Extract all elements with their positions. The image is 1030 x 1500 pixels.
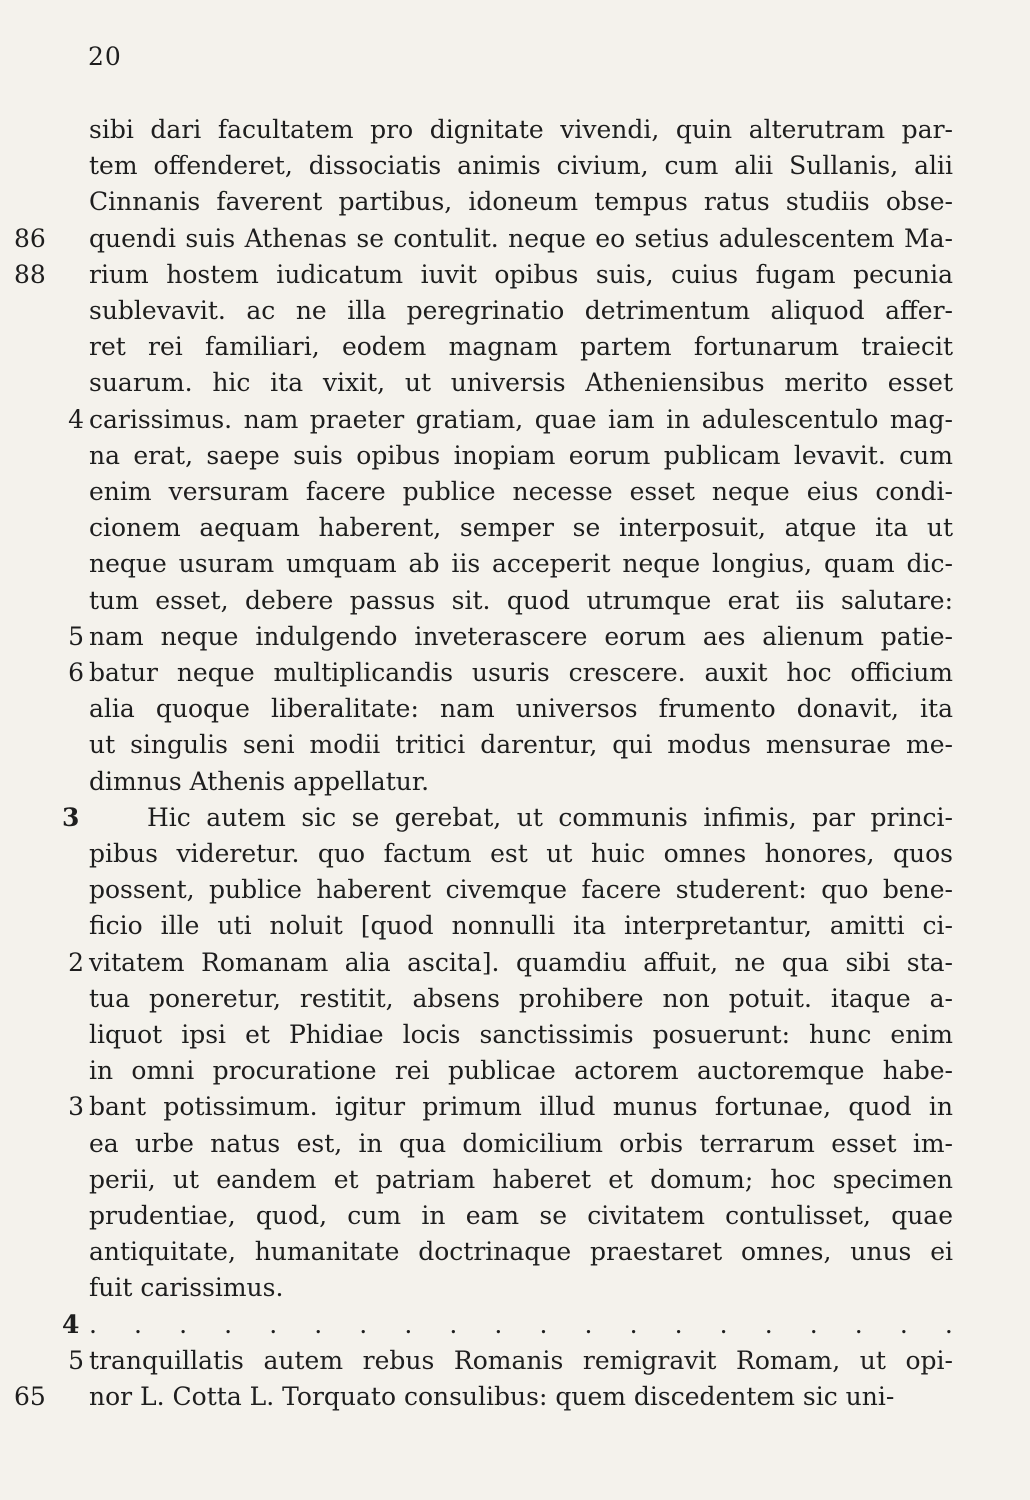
- line-text: antiquitate, humanitate doctrinaque praestaret omnes, unus ei: [89, 1237, 953, 1267]
- text-line: [0, 1270, 1030, 1306]
- margin-number: 2: [68, 947, 84, 977]
- margin-number: 4: [62, 1309, 80, 1339]
- text-line: [0, 293, 1030, 329]
- line-text: nor L. Cotta L. Torquato consulibus: quem discedentem sic uni-: [89, 1382, 895, 1411]
- line-text: possent, publice haberent civemque facere studerent: quo bene-: [89, 875, 953, 905]
- line-text: ut singulis seni modii tritici darentur, qui modus mensurae me-: [89, 730, 953, 760]
- margin-number: 3: [62, 802, 80, 832]
- line-text: cionem aequam haberent, semper se interposuit, atque ita ut: [89, 513, 953, 543]
- text-line: [0, 1234, 1030, 1270]
- text-line: [0, 727, 1030, 763]
- line-text: nam neque indulgendo inveterascere eorum aes alienum patie-: [89, 621, 953, 651]
- text-line: [0, 764, 1030, 800]
- line-text: in omni procuratione rei publicae actorem auctoremque habe-: [89, 1056, 953, 1086]
- line-text: liquot ipsi et Phidiae locis sanctissimis posuerunt: hunc enim: [89, 1020, 953, 1049]
- text-line: [0, 908, 1030, 944]
- line-text: pibus videretur. quo factum est ut huic omnes honores, quos: [89, 839, 953, 868]
- margin-number: 4: [68, 404, 84, 434]
- margin-number: 3: [68, 1092, 84, 1122]
- line-text: ea urbe natus est, in qua domicilium orbis terrarum esset im-: [89, 1128, 953, 1158]
- text-line: [0, 836, 1030, 872]
- page-number: 20: [88, 42, 122, 71]
- text-line: [0, 402, 1030, 438]
- line-text: dimnus Athenis appellatur.: [89, 766, 430, 796]
- line-text: sibi dari facultatem pro dignitate vivendi, quin alterutram par-: [89, 115, 953, 144]
- line-text: quendi suis Athenas se contulit. neque eo setius adulescentem Ma-: [89, 223, 953, 253]
- text-line: [0, 1089, 1030, 1125]
- line-text: bant potissimum. igitur primum illud munus fortunae, quod in: [89, 1092, 953, 1122]
- text-line: [0, 546, 1030, 582]
- text-line: [0, 1162, 1030, 1198]
- line-text: suarum. hic ita vixit, ut universis Atheniensibus merito esset: [89, 368, 953, 398]
- ellipsis-line: . . . . . . . . . . . . . . . . . . . .: [89, 1309, 953, 1339]
- line-text: tem offenderet, dissociatis animis civium, cum alii Sullanis, alii: [89, 151, 953, 181]
- text-line: [0, 1343, 1030, 1379]
- text-line: [0, 800, 1030, 836]
- text-line: [0, 872, 1030, 908]
- line-text: sublevavit. ac ne illa peregrinatio detrimentum aliquod affer-: [89, 296, 953, 325]
- text-line: [0, 474, 1030, 510]
- margin-number: 88: [14, 259, 46, 289]
- line-text: batur neque multiplicandis usuris crescere. auxit hoc officium: [89, 658, 953, 687]
- text-line: [0, 583, 1030, 619]
- text-line: [0, 257, 1030, 293]
- line-text: prudentiae, quod, cum in eam se civitatem contulisset, quae: [89, 1201, 953, 1230]
- text-line: [0, 221, 1030, 257]
- text-line: [0, 1307, 1030, 1343]
- text-line: [0, 510, 1030, 546]
- line-text: neque usuram umquam ab iis acceperit neque longius, quam dic-: [89, 549, 953, 579]
- margin-number: 5: [68, 1345, 84, 1375]
- line-text: rium hostem iudicatum iuvit opibus suis, cuius fugam pecunia: [89, 259, 953, 289]
- text-line: [0, 148, 1030, 184]
- line-text: na erat, saepe suis opibus inopiam eorum publicam levavit. cum: [89, 440, 953, 470]
- line-text: perii, ut eandem et patriam haberet et domum; hoc specimen: [89, 1164, 953, 1194]
- text-line: [0, 1198, 1030, 1234]
- text-line: [0, 329, 1030, 365]
- text-line: [0, 981, 1030, 1017]
- text-line: [0, 1126, 1030, 1162]
- line-text: carissimus. nam praeter gratiam, quae iam in adulescentulo mag-: [89, 404, 953, 434]
- line-text: ficio ille uti noluit [quod nonnulli ita interpretantur, amitti ci-: [89, 911, 953, 941]
- text-line: [0, 691, 1030, 727]
- line-text: tum esset, debere passus sit. quod utrumque erat iis salutare:: [89, 585, 953, 615]
- text-line: [0, 112, 1030, 148]
- line-text: Hic autem sic se gerebat, ut communis infimis, par princi-: [147, 802, 953, 832]
- line-text: fuit carissimus.: [89, 1273, 284, 1303]
- text-line: [0, 945, 1030, 981]
- text-line: [0, 1053, 1030, 1089]
- text-line: [0, 1379, 1030, 1415]
- line-text: vitatem Romanam alia ascita]. quamdiu affuit, ne qua sibi sta-: [89, 947, 953, 977]
- line-text: alia quoque liberalitate: nam universos frumento donavit, ita: [89, 694, 953, 724]
- margin-number: 86: [14, 223, 46, 253]
- text-line: [0, 655, 1030, 691]
- margin-number: 5: [68, 621, 84, 651]
- margin-number: 65: [14, 1382, 46, 1411]
- line-text: Cinnanis faverent partibus, idoneum tempus ratus studiis obse-: [89, 187, 953, 217]
- line-text: enim versuram facere publice necesse esset neque eius condi-: [89, 477, 953, 506]
- line-text: ret rei familiari, eodem magnam partem fortunarum traiecit: [89, 332, 953, 362]
- line-text: tua poneretur, restitit, absens prohibere non potuit. itaque a-: [89, 983, 953, 1013]
- margin-number: 6: [68, 658, 84, 687]
- text-line: [0, 184, 1030, 220]
- text-line: [0, 619, 1030, 655]
- text-line: [0, 438, 1030, 474]
- text-line: [0, 1017, 1030, 1053]
- line-text: tranquillatis autem rebus Romanis remigravit Romam, ut opi-: [89, 1345, 953, 1375]
- text-line: [0, 365, 1030, 401]
